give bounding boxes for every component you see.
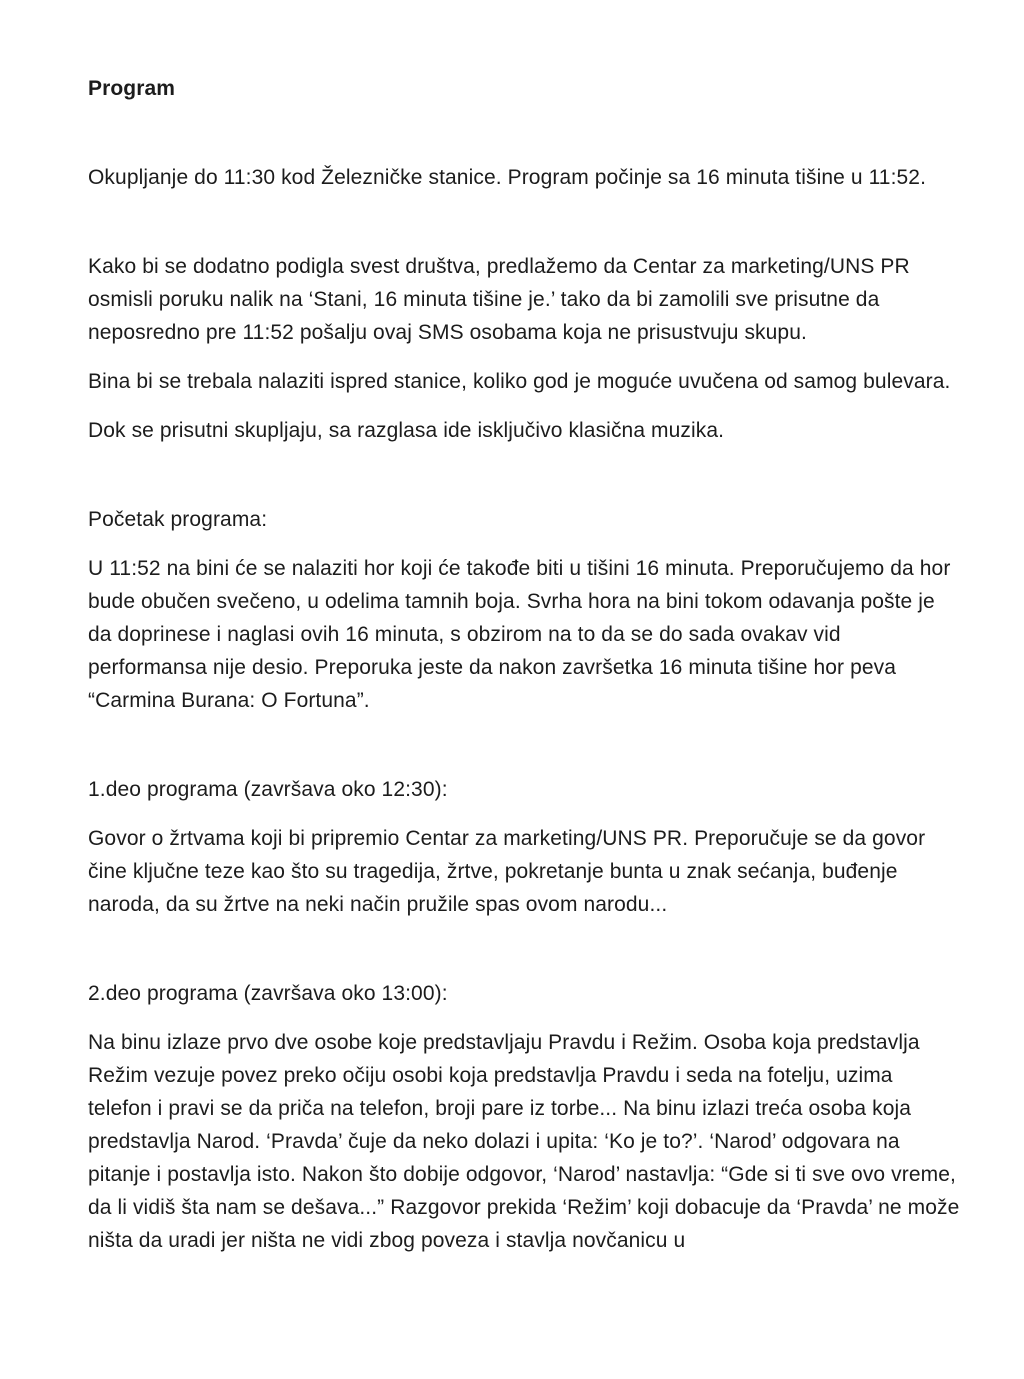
paragraph-choir: U 11:52 na bini će se nalaziti hor koji će takođe biti u tišini 16 minuta. Preporučujemo da hor bude obučen svečeno, u odelima tamnih boja. Svrha hora na bini tokom odavanja pošte je da doprinese i naglasi ovih 16 minuta, s obzirom na to da se do sada ovakav vid performansa nije desio. Preporuka jeste da nakon završetka 16 minuta tišine hor peva “Carmina Burana: O Fortuna”. [88, 557, 951, 712]
paragraph-speech-victims: Govor o žrtvama koji bi pripremio Centar za marketing/UNS PR. Preporučuje se da govor čine ključne teze kao što su tragedija, žrtve, pokretanje bunta u znak sećanja, buđenje naroda, da su žrtve na neki način pružile spas ovom narodu... [88, 827, 926, 916]
section-heading-part-2: 2.deo programa (završava oko 13:00): [88, 982, 448, 1005]
paragraph-performance: Na binu izlaze prvo dve osobe koje predstavljaju Pravdu i Režim. Osoba koja predstavlja Režim vezuje povez preko očiju osobi koja predstavlja Pravdu i seda na fotelju, uzima telefon i pravi se da priča na telefon, broji pare iz torbe... Na binu izlazi treća osoba koja predstavlja Narod. ‘Pravda’ čuje da neko dolazi i upita: ‘Ko je to?’. ‘Narod’ odgovara na pitanje i postavlja isto. Nakon što dobije odgovor, ‘Narod’ nastavlja: “Gde si ti sve ovo vreme, da li vidiš šta nam se dešava...” Razgovor prekida ‘Režim’ koji dobacuje da ‘Pravda’ ne može ništa da uradi jer ništa ne vidi zbog poveza i stavlja novčanicu u [88, 1031, 960, 1252]
section-heading-part-1: 1.deo programa (završava oko 12:30): [88, 778, 448, 801]
section-heading-program-start: Početak programa: [88, 508, 268, 531]
paragraph-sms-message: Kako bi se dodatno podigla svest društva, predlažemo da Centar za marketing/UNS PR osmisli poruku nalik na ‘Stani, 16 minuta tišine je.’ tako da bi zamolili sve prisutne da neposredno pre 11:52 pošalju ovaj SMS osobama koja ne prisustvuju skupu. [88, 255, 910, 344]
paragraph-music: Dok se prisutni skupljaju, sa razglasa ide isključivo klasična muzika. [88, 419, 725, 442]
paragraph-gathering: Okupljanje do 11:30 kod Železničke stanice. Program počinje sa 16 minuta tišine u 11:52. [88, 166, 927, 189]
paragraph-stage-position: Bina bi se trebala nalaziti ispred stanice, koliko god je moguće uvučena od samog bulevara. [88, 370, 951, 393]
document-title: Program [88, 77, 176, 100]
